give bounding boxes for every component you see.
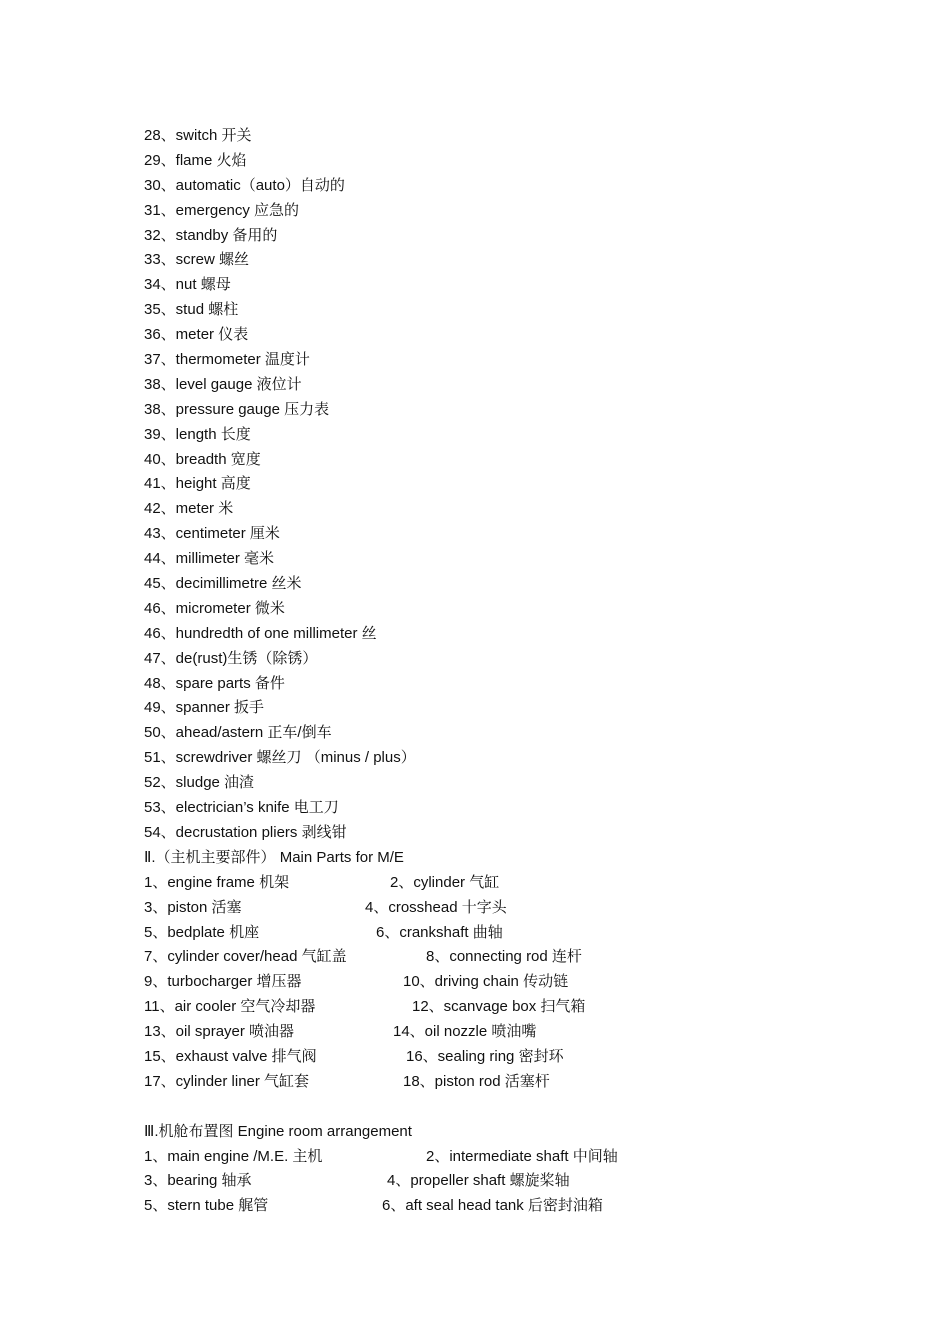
term-left: 1、engine frame 机架	[144, 873, 290, 891]
table-row	[144, 871, 844, 896]
term-right: 6、aft seal head tank 后密封油箱	[382, 1197, 603, 1215]
section-heading: Ⅲ.机舱布置图 Engine room arrangement	[144, 1122, 412, 1140]
term-left: 1、main engine /M.E. 主机	[144, 1147, 323, 1165]
list-item: 33、screw 螺丝	[144, 251, 250, 269]
list-item: 36、meter 仪表	[144, 326, 249, 344]
list-item: 43、centimeter 厘米	[144, 525, 280, 543]
term-left: 15、exhaust valve 排气阀	[144, 1047, 317, 1065]
list-item: 38、level gauge 液位计	[144, 375, 302, 393]
term-right: 12、scanvage box 扫气箱	[412, 998, 586, 1016]
section-engine-room	[144, 1120, 844, 1220]
term-left: 3、bearing 轴承	[144, 1172, 252, 1190]
vocab-list	[144, 124, 844, 846]
list-item: 38、pressure gauge 压力表	[144, 400, 330, 418]
document-content	[144, 124, 844, 1219]
list-item: 44、millimeter 毫米	[144, 550, 275, 568]
list-item: 29、flame 火焰	[144, 151, 247, 169]
term-left: 9、turbocharger 增压器	[144, 973, 302, 991]
table-row	[144, 945, 844, 970]
list-item: 51、screwdriver 螺丝刀 （minus / plus）	[144, 749, 416, 767]
table-row	[144, 1194, 844, 1219]
table-row	[144, 896, 844, 921]
term-right: 16、sealing ring 密封环	[406, 1047, 564, 1065]
table-row	[144, 1020, 844, 1045]
list-item: 48、spare parts 备件	[144, 674, 285, 692]
list-item: 49、spanner 扳手	[144, 699, 265, 717]
term-right: 8、connecting rod 连杆	[426, 948, 582, 966]
table-row	[144, 970, 844, 995]
term-right: 14、oil nozzle 喷油嘴	[393, 1023, 537, 1041]
list-item: 46、micrometer 微米	[144, 599, 285, 617]
table-row	[144, 995, 844, 1020]
term-right: 2、cylinder 气缸	[390, 873, 500, 891]
list-item: 40、breadth 宽度	[144, 450, 261, 468]
term-right: 6、crankshaft 曲轴	[376, 923, 503, 941]
section-heading: Ⅱ.（主机主要部件） Main Parts for M/E	[144, 848, 404, 866]
table-row	[144, 1169, 844, 1194]
list-item: 50、ahead/astern 正车/倒车	[144, 724, 332, 742]
list-item: 45、decimillimetre 丝米	[144, 575, 302, 593]
list-item: 53、electrician’s knife 电工刀	[144, 799, 339, 817]
term-left: 11、air cooler 空气冷却器	[144, 998, 316, 1016]
term-right: 10、driving chain 传动链	[403, 973, 569, 991]
list-item: 46、hundredth of one millimeter 丝	[144, 624, 377, 642]
term-left: 13、oil sprayer 喷油器	[144, 1023, 295, 1041]
term-left: 3、piston 活塞	[144, 898, 242, 916]
term-left: 5、bedplate 机座	[144, 923, 260, 941]
list-item: 32、standby 备用的	[144, 226, 278, 244]
list-item: 30、automatic（auto）自动的	[144, 176, 345, 194]
spacer	[144, 1095, 844, 1120]
list-item: 35、stud 螺柱	[144, 301, 239, 319]
list-item: 42、meter 米	[144, 500, 234, 518]
list-item: 37、thermometer 温度计	[144, 351, 310, 369]
section-main-parts	[144, 846, 844, 1095]
list-item: 47、de(rust)生锈（除锈）	[144, 649, 318, 667]
list-item: 34、nut 螺母	[144, 276, 231, 294]
list-item: 28、switch 开关	[144, 127, 252, 144]
list-item: 31、emergency 应急的	[144, 201, 300, 219]
term-left: 17、cylinder liner 气缸套	[144, 1072, 310, 1090]
list-item: 41、height 高度	[144, 475, 251, 493]
list-item: 52、sludge 油渣	[144, 774, 255, 792]
term-left: 5、stern tube 艉管	[144, 1197, 269, 1215]
list-item: 39、length 长度	[144, 425, 251, 443]
term-left: 7、cylinder cover/head 气缸盖	[144, 948, 347, 966]
term-right: 4、crosshead 十字头	[365, 898, 507, 916]
table-row	[144, 921, 844, 946]
term-right: 4、propeller shaft 螺旋桨轴	[387, 1172, 570, 1190]
list-item: 54、decrustation pliers 剥线钳	[144, 823, 347, 841]
table-row	[144, 1045, 844, 1070]
term-right: 2、intermediate shaft 中间轴	[426, 1147, 618, 1165]
term-right: 18、piston rod 活塞杆	[403, 1072, 550, 1090]
table-row	[144, 1070, 844, 1095]
table-row	[144, 1145, 844, 1170]
